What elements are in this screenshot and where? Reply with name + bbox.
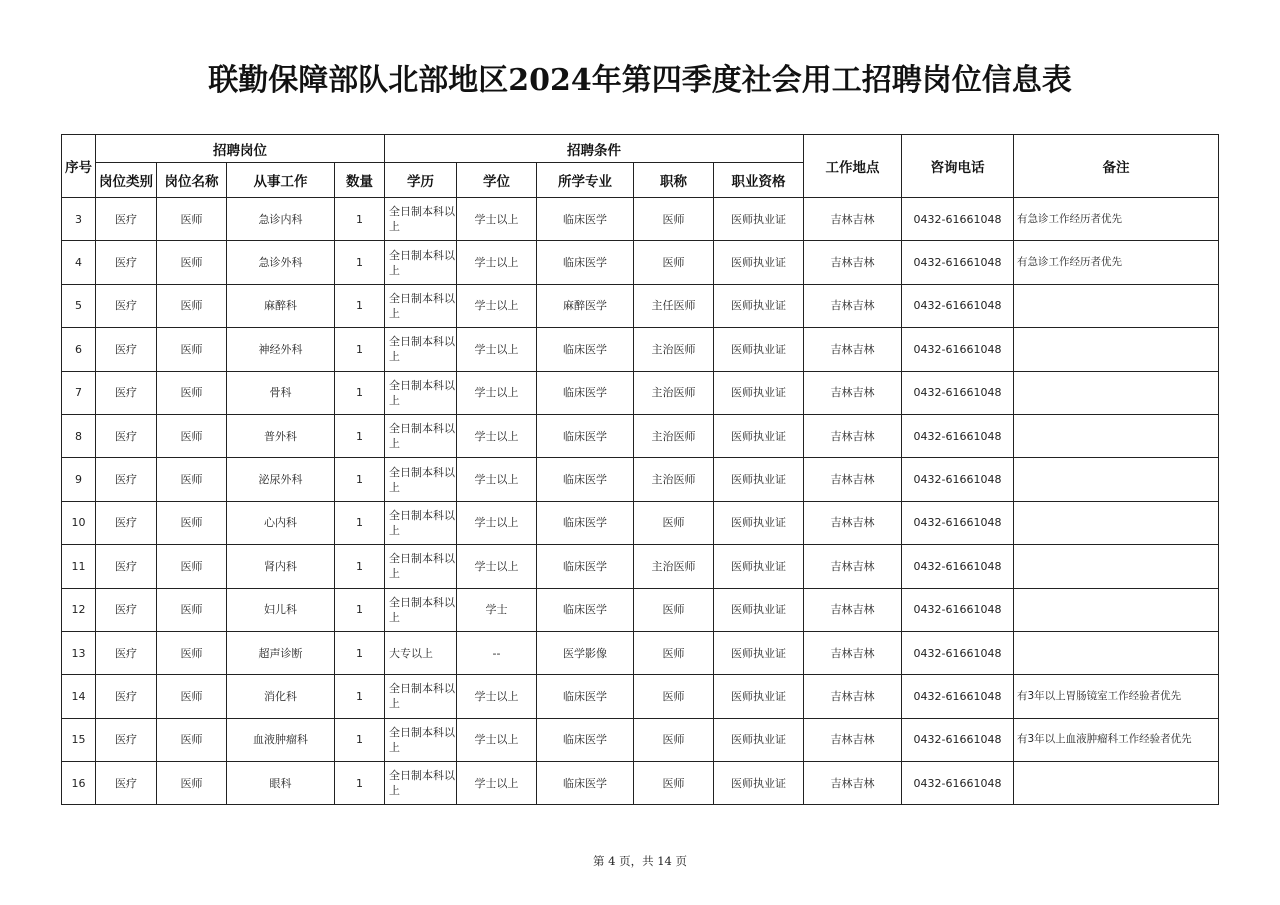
cell-position-name: 医师: [157, 284, 227, 327]
cell-title-rank: 主治医师: [634, 414, 714, 457]
header-location: 工作地点: [804, 135, 902, 198]
cell-degree: 学士以上: [457, 458, 537, 501]
cell-education: 全日制本科以上: [385, 241, 457, 284]
cell-seq: 4: [62, 241, 96, 284]
cell-category: 医疗: [96, 675, 157, 718]
cell-position-name: 医师: [157, 328, 227, 371]
cell-position-name: 医师: [157, 762, 227, 805]
cell-location: 吉林吉林: [804, 328, 902, 371]
cell-category: 医疗: [96, 284, 157, 327]
cell-title-rank: 主治医师: [634, 458, 714, 501]
cell-work: 麻醉科: [227, 284, 335, 327]
cell-qualification: 医师执业证: [714, 284, 804, 327]
cell-position-name: 医师: [157, 718, 227, 761]
cell-work: 急诊外科: [227, 241, 335, 284]
cell-seq: 13: [62, 631, 96, 674]
cell-education: 全日制本科以上: [385, 588, 457, 631]
cell-category: 医疗: [96, 631, 157, 674]
cell-count: 1: [335, 588, 385, 631]
cell-note: [1014, 328, 1219, 371]
cell-location: 吉林吉林: [804, 284, 902, 327]
cell-position-name: 医师: [157, 241, 227, 284]
cell-education: 全日制本科以上: [385, 762, 457, 805]
cell-title-rank: 医师: [634, 675, 714, 718]
cell-education: 全日制本科以上: [385, 328, 457, 371]
cell-note: [1014, 631, 1219, 674]
cell-work: 骨科: [227, 371, 335, 414]
cell-major: 临床医学: [537, 762, 634, 805]
header-group-condition: 招聘条件: [385, 135, 804, 163]
cell-work: 妇儿科: [227, 588, 335, 631]
cell-major: 医学影像: [537, 631, 634, 674]
cell-title-rank: 主治医师: [634, 371, 714, 414]
table-row: [62, 198, 1219, 241]
cell-major: 麻醉医学: [537, 284, 634, 327]
cell-qualification: 医师执业证: [714, 241, 804, 284]
cell-note: 有急诊工作经历者优先: [1014, 198, 1219, 241]
cell-qualification: 医师执业证: [714, 198, 804, 241]
cell-title-rank: 医师: [634, 241, 714, 284]
cell-phone: 0432-61661048: [902, 241, 1014, 284]
header-position-name: 岗位名称: [157, 163, 227, 198]
cell-qualification: 医师执业证: [714, 718, 804, 761]
table-row: [62, 545, 1219, 588]
header-category: 岗位类别: [96, 163, 157, 198]
cell-count: 1: [335, 762, 385, 805]
cell-phone: 0432-61661048: [902, 631, 1014, 674]
cell-work: 超声诊断: [227, 631, 335, 674]
cell-category: 医疗: [96, 545, 157, 588]
cell-count: 1: [335, 501, 385, 544]
cell-degree: 学士以上: [457, 328, 537, 371]
cell-major: 临床医学: [537, 458, 634, 501]
cell-location: 吉林吉林: [804, 588, 902, 631]
cell-title-rank: 医师: [634, 501, 714, 544]
cell-location: 吉林吉林: [804, 501, 902, 544]
cell-location: 吉林吉林: [804, 371, 902, 414]
cell-work: 心内科: [227, 501, 335, 544]
cell-education: 全日制本科以上: [385, 458, 457, 501]
cell-phone: 0432-61661048: [902, 675, 1014, 718]
cell-note: [1014, 545, 1219, 588]
cell-qualification: 医师执业证: [714, 458, 804, 501]
cell-location: 吉林吉林: [804, 241, 902, 284]
cell-title-rank: 主治医师: [634, 328, 714, 371]
table-row: [62, 458, 1219, 501]
cell-qualification: 医师执业证: [714, 675, 804, 718]
header-title-rank: 职称: [634, 163, 714, 198]
cell-phone: 0432-61661048: [902, 328, 1014, 371]
document-title: 联勤保障部队北部地区2024年第四季度社会用工招聘岗位信息表: [208, 63, 1072, 98]
cell-location: 吉林吉林: [804, 631, 902, 674]
cell-location: 吉林吉林: [804, 458, 902, 501]
cell-location: 吉林吉林: [804, 762, 902, 805]
cell-degree: 学士以上: [457, 198, 537, 241]
cell-major: 临床医学: [537, 328, 634, 371]
table-row: [62, 718, 1219, 761]
header-group-position: 招聘岗位: [96, 135, 385, 163]
cell-location: 吉林吉林: [804, 718, 902, 761]
cell-seq: 10: [62, 501, 96, 544]
cell-title-rank: 医师: [634, 718, 714, 761]
cell-phone: 0432-61661048: [902, 371, 1014, 414]
cell-count: 1: [335, 458, 385, 501]
cell-category: 医疗: [96, 241, 157, 284]
table-row: [62, 631, 1219, 674]
cell-category: 医疗: [96, 458, 157, 501]
cell-degree: 学士以上: [457, 414, 537, 457]
table-row: [62, 414, 1219, 457]
table-row: [62, 588, 1219, 631]
cell-education: 全日制本科以上: [385, 371, 457, 414]
cell-title-rank: 医师: [634, 588, 714, 631]
cell-phone: 0432-61661048: [902, 198, 1014, 241]
cell-seq: 15: [62, 718, 96, 761]
cell-qualification: 医师执业证: [714, 545, 804, 588]
cell-phone: 0432-61661048: [902, 762, 1014, 805]
header-qualification: 职业资格: [714, 163, 804, 198]
cell-degree: 学士以上: [457, 241, 537, 284]
cell-position-name: 医师: [157, 414, 227, 457]
cell-count: 1: [335, 545, 385, 588]
cell-education: 全日制本科以上: [385, 198, 457, 241]
cell-major: 临床医学: [537, 241, 634, 284]
table-row: [62, 501, 1219, 544]
table-row: [62, 241, 1219, 284]
cell-title-rank: 主治医师: [634, 545, 714, 588]
cell-location: 吉林吉林: [804, 198, 902, 241]
cell-major: 临床医学: [537, 198, 634, 241]
cell-note: [1014, 284, 1219, 327]
cell-note: [1014, 762, 1219, 805]
cell-seq: 14: [62, 675, 96, 718]
cell-qualification: 医师执业证: [714, 588, 804, 631]
cell-phone: 0432-61661048: [902, 284, 1014, 327]
cell-title-rank: 医师: [634, 631, 714, 674]
table-row: [62, 284, 1219, 327]
header-count: 数量: [335, 163, 385, 198]
cell-work: 普外科: [227, 414, 335, 457]
cell-category: 医疗: [96, 588, 157, 631]
header-degree: 学位: [457, 163, 537, 198]
cell-seq: 8: [62, 414, 96, 457]
cell-work: 消化科: [227, 675, 335, 718]
cell-position-name: 医师: [157, 675, 227, 718]
cell-qualification: 医师执业证: [714, 631, 804, 674]
cell-major: 临床医学: [537, 501, 634, 544]
cell-position-name: 医师: [157, 198, 227, 241]
cell-category: 医疗: [96, 501, 157, 544]
header-work: 从事工作: [227, 163, 335, 198]
header-major: 所学专业: [537, 163, 634, 198]
table-row: [62, 371, 1219, 414]
cell-education: 全日制本科以上: [385, 675, 457, 718]
cell-degree: 学士以上: [457, 371, 537, 414]
cell-title-rank: 主任医师: [634, 284, 714, 327]
cell-seq: 12: [62, 588, 96, 631]
cell-phone: 0432-61661048: [902, 588, 1014, 631]
cell-major: 临床医学: [537, 414, 634, 457]
cell-title-rank: 医师: [634, 198, 714, 241]
header-seq: 序号: [62, 135, 96, 198]
cell-phone: 0432-61661048: [902, 414, 1014, 457]
cell-location: 吉林吉林: [804, 545, 902, 588]
cell-work: 神经外科: [227, 328, 335, 371]
cell-major: 临床医学: [537, 718, 634, 761]
cell-category: 医疗: [96, 328, 157, 371]
cell-position-name: 医师: [157, 501, 227, 544]
cell-count: 1: [335, 675, 385, 718]
cell-count: 1: [335, 631, 385, 674]
cell-degree: 学士以上: [457, 718, 537, 761]
cell-category: 医疗: [96, 198, 157, 241]
recruitment-table: [61, 134, 1219, 805]
table-row: [62, 762, 1219, 805]
cell-count: 1: [335, 371, 385, 414]
cell-education: 全日制本科以上: [385, 718, 457, 761]
cell-note: 有3年以上胃肠镜室工作经验者优先: [1014, 675, 1219, 718]
cell-education: 全日制本科以上: [385, 545, 457, 588]
header-note: 备注: [1014, 135, 1219, 198]
cell-seq: 11: [62, 545, 96, 588]
cell-phone: 0432-61661048: [902, 458, 1014, 501]
cell-location: 吉林吉林: [804, 414, 902, 457]
cell-major: 临床医学: [537, 371, 634, 414]
table-row: [62, 675, 1219, 718]
cell-work: 眼科: [227, 762, 335, 805]
cell-degree: 学士以上: [457, 545, 537, 588]
cell-degree: 学士: [457, 588, 537, 631]
cell-count: 1: [335, 284, 385, 327]
cell-position-name: 医师: [157, 631, 227, 674]
cell-note: [1014, 501, 1219, 544]
cell-category: 医疗: [96, 414, 157, 457]
cell-count: 1: [335, 241, 385, 284]
cell-seq: 7: [62, 371, 96, 414]
header-phone: 咨询电话: [902, 135, 1014, 198]
table-body: [62, 198, 1219, 805]
cell-phone: 0432-61661048: [902, 718, 1014, 761]
cell-note: [1014, 371, 1219, 414]
cell-phone: 0432-61661048: [902, 545, 1014, 588]
cell-seq: 9: [62, 458, 96, 501]
cell-qualification: 医师执业证: [714, 762, 804, 805]
cell-work: 肾内科: [227, 545, 335, 588]
cell-degree: 学士以上: [457, 501, 537, 544]
cell-qualification: 医师执业证: [714, 501, 804, 544]
cell-note: [1014, 588, 1219, 631]
cell-note: [1014, 414, 1219, 457]
cell-position-name: 医师: [157, 588, 227, 631]
cell-seq: 5: [62, 284, 96, 327]
cell-degree: 学士以上: [457, 284, 537, 327]
cell-count: 1: [335, 198, 385, 241]
cell-education: 全日制本科以上: [385, 284, 457, 327]
cell-location: 吉林吉林: [804, 675, 902, 718]
cell-position-name: 医师: [157, 545, 227, 588]
cell-major: 临床医学: [537, 545, 634, 588]
cell-category: 医疗: [96, 371, 157, 414]
cell-work: 急诊内科: [227, 198, 335, 241]
cell-work: 泌尿外科: [227, 458, 335, 501]
header-education: 学历: [385, 163, 457, 198]
cell-count: 1: [335, 328, 385, 371]
cell-position-name: 医师: [157, 458, 227, 501]
cell-category: 医疗: [96, 718, 157, 761]
cell-major: 临床医学: [537, 588, 634, 631]
cell-count: 1: [335, 414, 385, 457]
cell-category: 医疗: [96, 762, 157, 805]
cell-degree: --: [457, 631, 537, 674]
cell-seq: 3: [62, 198, 96, 241]
cell-count: 1: [335, 718, 385, 761]
cell-seq: 16: [62, 762, 96, 805]
cell-education: 全日制本科以上: [385, 501, 457, 544]
cell-title-rank: 医师: [634, 762, 714, 805]
cell-major: 临床医学: [537, 675, 634, 718]
cell-degree: 学士以上: [457, 762, 537, 805]
cell-education: 全日制本科以上: [385, 414, 457, 457]
cell-phone: 0432-61661048: [902, 501, 1014, 544]
cell-note: 有急诊工作经历者优先: [1014, 241, 1219, 284]
page-footer: 第 4 页，共 14 页: [592, 854, 688, 868]
cell-qualification: 医师执业证: [714, 371, 804, 414]
cell-qualification: 医师执业证: [714, 414, 804, 457]
cell-education: 大专以上: [385, 631, 457, 674]
cell-note: [1014, 458, 1219, 501]
cell-qualification: 医师执业证: [714, 328, 804, 371]
cell-work: 血液肿瘤科: [227, 718, 335, 761]
cell-seq: 6: [62, 328, 96, 371]
cell-position-name: 医师: [157, 371, 227, 414]
cell-note: 有3年以上血液肿瘤科工作经验者优先: [1014, 718, 1219, 761]
cell-degree: 学士以上: [457, 675, 537, 718]
table-row: [62, 328, 1219, 371]
